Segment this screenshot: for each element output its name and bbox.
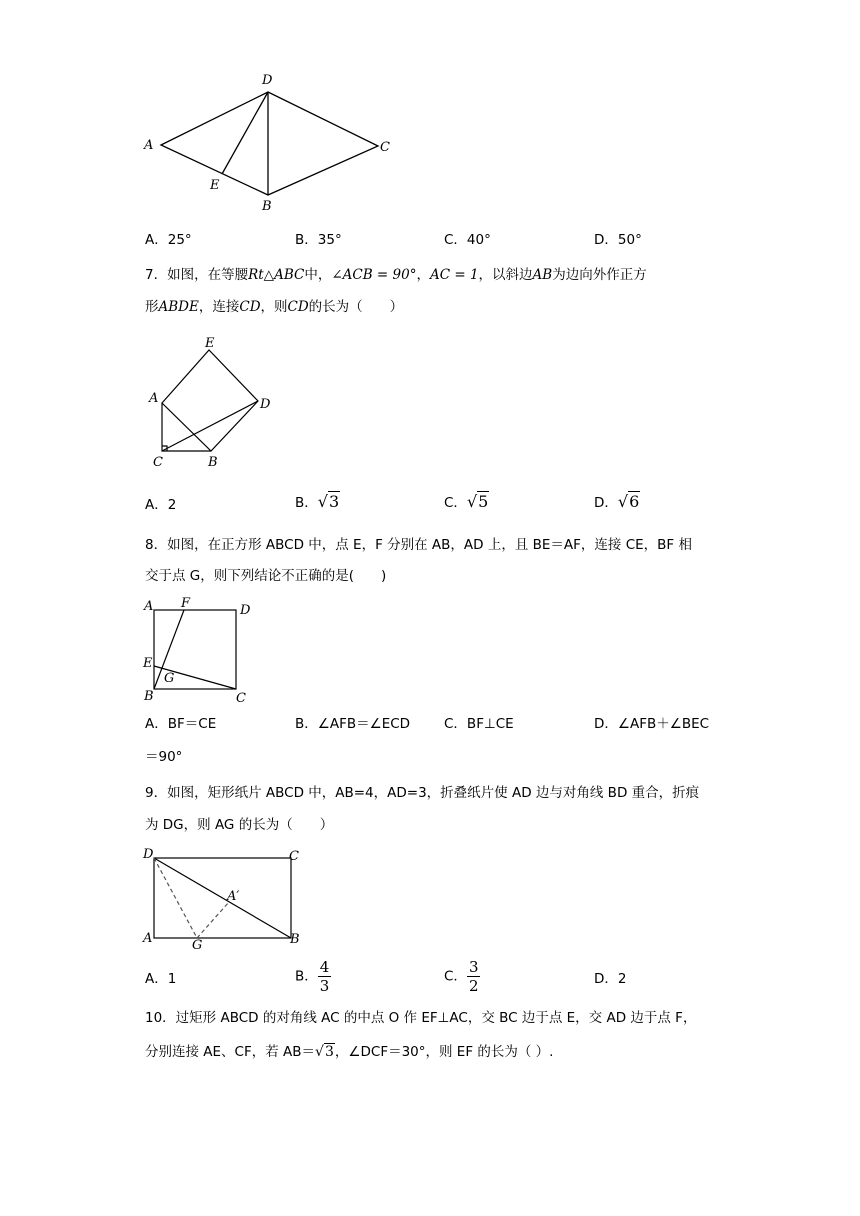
- q8-stem-line1: 8．如图，在正方形 ABCD 中，点 E，F 分别在 AB，AD 上，且 BE＝AF，连接 CE，BF 相: [145, 537, 692, 553]
- q8-option-c[interactable]: C．BF⊥CE: [444, 716, 514, 732]
- q8-option-d[interactable]: D．∠AFB＋∠BEC: [594, 716, 710, 732]
- q8-stem-line2: 交于点 G，则下列结论不正确的是( ): [145, 568, 387, 584]
- q8-option-d-continued: ＝90°: [145, 749, 183, 765]
- q9-label-g: G: [192, 938, 203, 953]
- q8-label-g: G: [164, 671, 175, 686]
- q6-rhombus-shape: [161, 92, 378, 195]
- q9-label-b: B: [290, 932, 300, 947]
- q7-stem-line1: 7．如图，在等腰Rt△ABC中，∠ACB = 90°，AC = 1，以斜边AB为边向外作正方: [145, 267, 647, 283]
- q9-stem-line1: 9．如图，矩形纸片 ABCD 中，AB=4，AD=3，折叠纸片使 AD 边与对角线 BD 重合，折痕: [145, 785, 700, 801]
- q7-stem-line2: 形ABDE，连接CD，则CD的长为（ ）: [145, 299, 404, 315]
- q10-stem-line1: 10．过矩形 ABCD 的对角线 AC 的中点 O 作 EF⊥AC，交 BC 边于点 E，交 AD 边于点 F，: [145, 1010, 697, 1026]
- q7-option-c[interactable]: C．√5: [444, 492, 489, 511]
- q9-label-a-prime: A′: [227, 889, 240, 904]
- q6-figure-rhombus: [140, 68, 400, 218]
- q8-figure-square: [140, 596, 260, 708]
- q9-stem-line2: 为 DG，则 AG 的长为（ ）: [145, 817, 334, 833]
- q9-figure-rectangle: [140, 845, 310, 953]
- q7-label-c: C: [153, 455, 163, 470]
- q7-option-d[interactable]: D．√6: [594, 492, 640, 511]
- q9-option-a[interactable]: A．1: [145, 971, 177, 987]
- q8-option-b[interactable]: B．∠AFB＝∠ECD: [295, 716, 411, 732]
- q7-label-d: D: [260, 397, 271, 412]
- q7-square-abde: [162, 350, 258, 451]
- q8-label-f: F: [181, 596, 191, 611]
- q7-label-a: A: [149, 391, 159, 406]
- q6-option-a[interactable]: A．25°: [145, 232, 192, 248]
- q9-option-c[interactable]: C． $\frac{3}{2}$: [444, 958, 479, 995]
- q6-option-b[interactable]: B．35°: [295, 232, 342, 248]
- q9-diagonal-bd: [154, 858, 291, 938]
- q8-label-b: B: [144, 689, 154, 704]
- q6-label-b: B: [262, 199, 272, 214]
- q6-label-a: A: [144, 138, 154, 153]
- q8-label-a: A: [144, 599, 154, 614]
- q6-label-e: E: [210, 178, 220, 193]
- q7-figure-square: [145, 330, 285, 470]
- q8-label-c: C: [236, 691, 246, 706]
- q8-option-a[interactable]: A．BF＝CE: [145, 716, 217, 732]
- q7-segment-cd: [162, 401, 258, 451]
- q7-label-e: E: [205, 336, 215, 351]
- q6-option-c[interactable]: C．40°: [444, 232, 491, 248]
- q9-label-d: D: [143, 847, 154, 862]
- q9-label-c: C: [289, 849, 299, 864]
- q6-option-d[interactable]: D．50°: [594, 232, 642, 248]
- q10-stem-line2: 分别连接 AE、CF，若 AB＝√3，∠DCF＝30°，则 EF 的长为（ ）.: [145, 1044, 554, 1060]
- q6-label-d: D: [262, 73, 273, 88]
- q9-fold-ga-prime: [197, 902, 229, 938]
- q9-option-b[interactable]: B． $\frac{4}{3}$: [295, 958, 330, 995]
- q6-label-c: C: [380, 140, 390, 155]
- q9-option-d[interactable]: D．2: [594, 971, 627, 987]
- q7-label-b: B: [208, 455, 218, 470]
- q8-label-e: E: [143, 656, 153, 671]
- q9-label-a: A: [143, 931, 153, 946]
- q7-option-a[interactable]: A．2: [145, 497, 177, 513]
- q7-option-b[interactable]: B．√3: [295, 492, 340, 511]
- q6-segment-de: [222, 92, 268, 174]
- q8-label-d: D: [240, 603, 251, 618]
